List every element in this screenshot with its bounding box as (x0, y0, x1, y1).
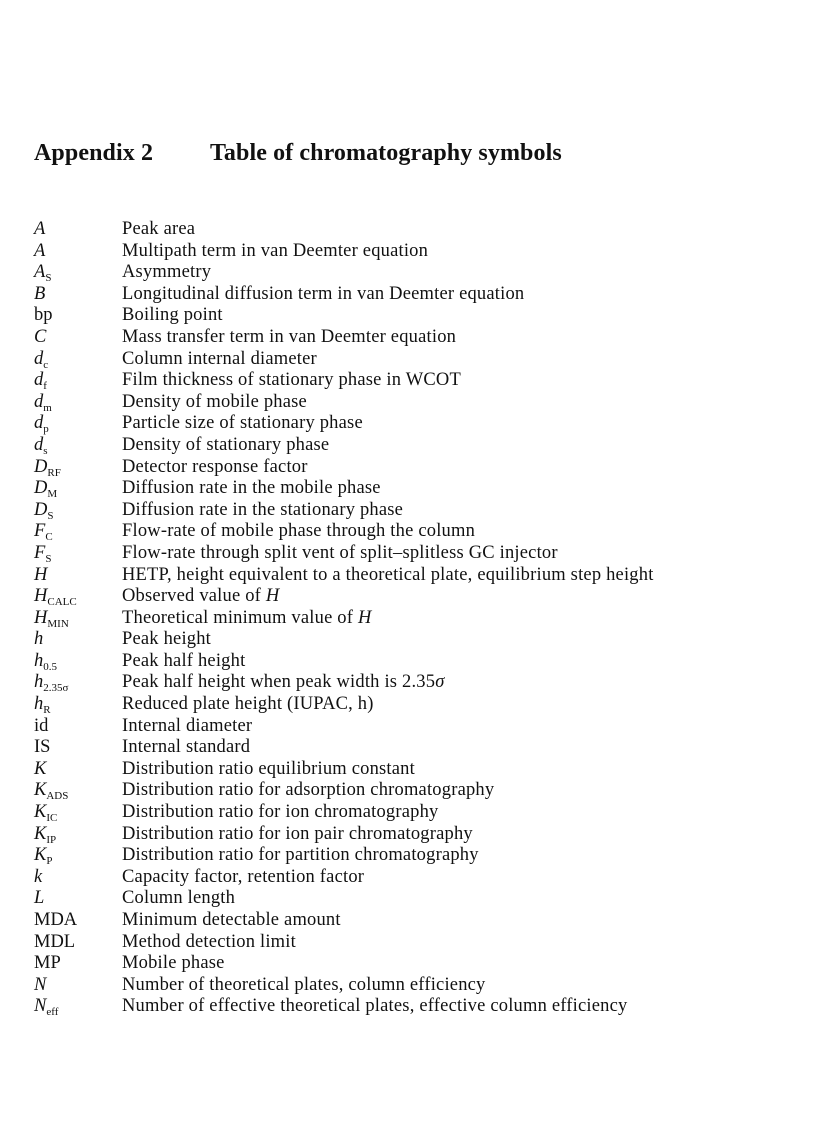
symbol-definition (122, 737, 750, 759)
symbol-definition (122, 392, 750, 414)
symbol-row (34, 845, 794, 867)
symbol-definition (122, 241, 750, 263)
symbol-row (34, 543, 794, 565)
symbol-term (34, 802, 122, 824)
symbol-base: h (34, 650, 44, 671)
symbol-term (34, 651, 122, 673)
symbol-term (34, 478, 122, 500)
definition-text: Distribution ratio for adsorption chromatography (122, 780, 495, 801)
symbol-definition (122, 716, 750, 738)
symbol-term (34, 608, 122, 630)
symbol-base: K (34, 802, 47, 823)
definition-text: Particle size of stationary phase (122, 413, 363, 434)
symbol-base: K (34, 780, 47, 801)
symbol-subscript: C (45, 531, 53, 544)
symbol-subscript: f (43, 380, 47, 393)
symbol-definition (122, 629, 750, 651)
symbol-row (34, 241, 794, 263)
definition-text: Internal standard (122, 737, 251, 758)
symbol-subscript: R (43, 704, 51, 717)
symbol-subscript: 0.5 (43, 660, 57, 673)
symbol-definition (122, 824, 750, 846)
symbol-base: H (34, 564, 48, 585)
symbol-term (34, 737, 122, 759)
definition-text: Distribution ratio equilibrium constant (122, 758, 415, 779)
symbol-base: MP (34, 953, 61, 974)
symbol-definition (122, 349, 750, 371)
symbol-row (34, 500, 794, 522)
definition-text: Method detection limit (122, 931, 296, 952)
definition-text: Multipath term in van Deemter equation (122, 240, 429, 261)
symbol-row (34, 759, 794, 781)
symbol-base: A (34, 219, 46, 239)
symbol-subscript: M (47, 488, 58, 501)
symbol-subscript: P (46, 855, 53, 868)
symbol-row (34, 349, 794, 371)
definition-text: Peak half height when peak width is 2.35 (122, 672, 436, 693)
symbol-term (34, 975, 122, 997)
definition-text: Column length (122, 888, 236, 909)
definition-text: Flow-rate through split vent of split–splitless GC injector (122, 542, 558, 563)
symbol-base: F (34, 521, 46, 542)
symbol-row (34, 262, 794, 284)
symbol-subscript: 2.35σ (43, 682, 69, 695)
symbol-definition (122, 543, 750, 565)
symbol-subscript: eff (46, 1006, 59, 1019)
symbol-row (34, 824, 794, 846)
symbol-base: d (34, 370, 44, 391)
definition-text: HETP, height equivalent to a theoretical plate, equilibrium step height (122, 564, 654, 585)
symbol-base: H (34, 586, 48, 607)
symbol-row (34, 608, 794, 630)
symbol-definition (122, 262, 750, 284)
symbol-definition (122, 327, 750, 349)
definition-text: Detector response factor (122, 456, 308, 477)
symbol-term (34, 284, 122, 306)
symbol-base: C (34, 326, 47, 347)
symbol-term (34, 694, 122, 716)
definition-text: Mobile phase (122, 953, 225, 974)
symbol-row (34, 413, 794, 435)
definition-text: Diffusion rate in the stationary phase (122, 499, 404, 520)
symbol-definition (122, 694, 750, 716)
symbol-definition (122, 435, 750, 457)
symbol-definition (122, 888, 750, 910)
definition-text: Boiling point (122, 305, 223, 326)
symbol-subscript: IC (46, 812, 58, 825)
symbol-subscript: S (45, 272, 52, 285)
symbol-base: h (34, 694, 44, 715)
symbol-subscript: c (43, 358, 49, 371)
definition-text: Observed value of (122, 586, 266, 607)
symbol-term (34, 565, 122, 587)
symbol-base: F (34, 542, 46, 563)
symbol-row (34, 586, 794, 608)
symbol-definition (122, 219, 750, 241)
definition-text: Internal diameter (122, 715, 253, 736)
symbol-base: A (34, 240, 46, 261)
appendix-title: Table of chromatography symbols (210, 140, 562, 166)
definition-text: Peak height (122, 629, 212, 650)
symbol-definition (122, 457, 750, 479)
symbol-base: N (34, 974, 47, 995)
symbol-base: H (34, 607, 48, 628)
symbol-row (34, 305, 794, 327)
definition-text: Film thickness of stationary phase in WCOT (122, 370, 461, 391)
symbol-definition (122, 910, 750, 932)
definition-symbol: σ (435, 672, 445, 693)
symbol-row (34, 284, 794, 306)
symbol-base: K (34, 823, 47, 844)
symbol-base: MDL (34, 931, 76, 952)
symbol-term (34, 716, 122, 738)
symbol-definition (122, 284, 750, 306)
symbol-definition (122, 413, 750, 435)
definition-text: Asymmetry (122, 262, 212, 283)
symbol-definition (122, 651, 750, 673)
symbol-subscript: CALC (47, 596, 77, 609)
definition-text: Number of theoretical plates, column efficiency (122, 974, 486, 995)
symbol-row (34, 932, 794, 954)
symbol-definition (122, 500, 750, 522)
page-title (34, 140, 562, 167)
definition-text: Distribution ratio for ion pair chromatography (122, 823, 473, 844)
symbol-base: L (34, 888, 45, 909)
symbol-term (34, 932, 122, 954)
symbol-row (34, 457, 794, 479)
symbol-subscript: s (43, 444, 48, 457)
symbol-subscript: MIN (47, 617, 69, 630)
symbol-row (34, 392, 794, 414)
definition-symbol: H (265, 586, 280, 607)
symbol-subscript: S (47, 509, 54, 522)
symbol-definition (122, 478, 750, 500)
symbol-row (34, 867, 794, 889)
symbol-term (34, 910, 122, 932)
symbol-base: N (34, 996, 47, 1017)
symbol-base: d (34, 348, 44, 369)
symbol-definition (122, 932, 750, 954)
appendix-label: Appendix 2 (34, 140, 154, 166)
symbol-definition (122, 996, 750, 1018)
symbol-term (34, 521, 122, 543)
symbol-base: k (34, 866, 43, 887)
symbol-definition (122, 975, 750, 997)
definition-text: Theoretical minimum value of (122, 607, 358, 628)
symbol-term (34, 543, 122, 565)
symbol-row (34, 996, 794, 1018)
symbol-definition (122, 802, 750, 824)
symbol-row (34, 629, 794, 651)
symbol-term (34, 888, 122, 910)
definition-text: Diffusion rate in the mobile phase (122, 478, 381, 499)
symbol-definition (122, 370, 750, 392)
symbol-list (34, 219, 794, 1018)
symbol-term (34, 500, 122, 522)
symbol-base: d (34, 434, 44, 455)
symbol-term (34, 867, 122, 889)
symbol-term (34, 413, 122, 435)
symbol-row (34, 910, 794, 932)
symbol-term (34, 824, 122, 846)
definition-text: Longitudinal diffusion term in van Deemter equation (122, 283, 525, 304)
symbol-base: h (34, 629, 44, 650)
symbol-definition (122, 780, 750, 802)
symbol-row (34, 478, 794, 500)
symbol-row (34, 219, 794, 241)
definition-text: Distribution ratio for partition chromatography (122, 845, 479, 866)
symbol-definition (122, 672, 750, 694)
symbol-subscript: m (43, 401, 52, 414)
definition-text: Number of effective theoretical plates, effective column efficiency (122, 996, 628, 1017)
symbol-base: B (34, 283, 46, 304)
definition-text: Reduced plate height (IUPAC, h) (122, 694, 374, 715)
definition-text: Density of stationary phase (122, 434, 330, 455)
definition-text: Column internal diameter (122, 348, 317, 369)
symbol-row (34, 694, 794, 716)
symbol-subscript: S (45, 552, 52, 565)
symbol-row (34, 672, 794, 694)
symbol-subscript: ADS (46, 790, 69, 803)
symbol-subscript: p (43, 423, 49, 436)
symbol-definition (122, 521, 750, 543)
symbol-row (34, 888, 794, 910)
symbol-base: IS (34, 737, 51, 758)
symbol-term (34, 845, 122, 867)
symbol-term (34, 996, 122, 1018)
symbol-definition (122, 565, 750, 587)
definition-text: Peak area (122, 219, 196, 239)
definition-text: Capacity factor, retention factor (122, 866, 365, 887)
symbol-row (34, 565, 794, 587)
definition-text: Flow-rate of mobile phase through the column (122, 521, 476, 542)
symbol-base: D (34, 478, 48, 499)
definition-symbol: H (357, 607, 372, 628)
definition-text: Distribution ratio for ion chromatography (122, 802, 439, 823)
symbol-row (34, 435, 794, 457)
symbol-base: K (34, 845, 47, 866)
definition-text: Mass transfer term in van Deemter equation (122, 326, 457, 347)
symbol-term (34, 305, 122, 327)
symbol-term (34, 219, 122, 241)
symbol-term (34, 759, 122, 781)
symbol-term (34, 392, 122, 414)
symbol-term (34, 586, 122, 608)
symbol-base: bp (34, 305, 53, 326)
symbol-row (34, 737, 794, 759)
symbol-base: d (34, 413, 44, 434)
symbol-term (34, 457, 122, 479)
definition-text: Peak half height (122, 650, 246, 671)
symbol-term (34, 241, 122, 263)
symbol-base: d (34, 391, 44, 412)
symbol-definition (122, 953, 750, 975)
symbol-term (34, 327, 122, 349)
symbol-row (34, 370, 794, 392)
symbol-row (34, 651, 794, 673)
symbol-definition (122, 759, 750, 781)
symbol-base: id (34, 715, 49, 736)
symbol-term (34, 349, 122, 371)
symbol-term (34, 780, 122, 802)
symbol-base: D (34, 499, 48, 520)
symbol-base: K (34, 758, 47, 779)
symbol-subscript: RF (47, 466, 61, 479)
symbol-row (34, 327, 794, 349)
symbol-definition (122, 867, 750, 889)
symbol-row (34, 953, 794, 975)
symbol-row (34, 802, 794, 824)
symbol-term (34, 262, 122, 284)
symbol-term (34, 435, 122, 457)
symbol-row (34, 716, 794, 738)
symbol-definition (122, 305, 750, 327)
symbol-term (34, 953, 122, 975)
symbol-row (34, 521, 794, 543)
symbol-term (34, 672, 122, 694)
symbol-base: D (34, 456, 48, 477)
symbol-definition (122, 845, 750, 867)
definition-text: Minimum detectable amount (122, 910, 341, 930)
symbol-base: h (34, 672, 44, 693)
symbol-term (34, 629, 122, 651)
symbol-definition (122, 608, 750, 630)
symbol-definition (122, 586, 750, 608)
definition-text: Density of mobile phase (122, 391, 307, 412)
symbol-base: MDA (34, 910, 78, 930)
symbol-base: A (34, 262, 46, 283)
symbol-row (34, 975, 794, 997)
symbol-subscript: IP (46, 833, 57, 846)
symbol-term (34, 370, 122, 392)
symbol-row (34, 780, 794, 802)
